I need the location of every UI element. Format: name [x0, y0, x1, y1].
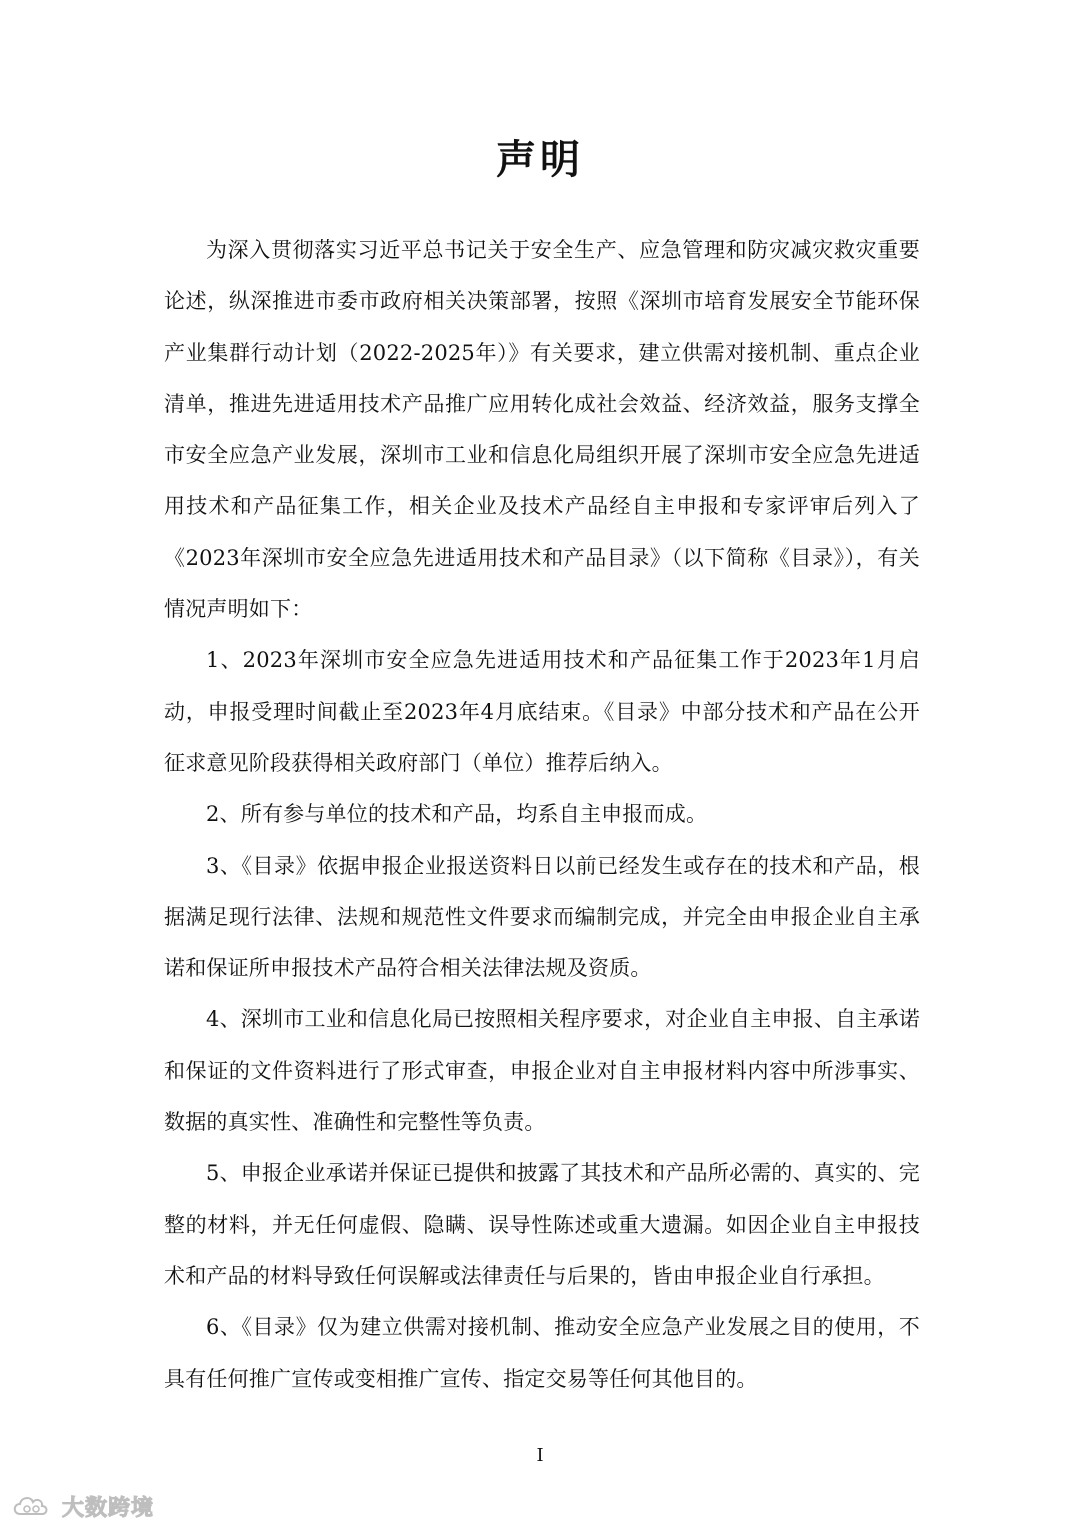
paragraph-item-5: 5、申报企业承诺并保证已提供和披露了其技术和产品所必需的、真实的、完整的材料，并无任何虚假、隐瞒、误导性陈述或重大遗漏。如因企业自主申报技术和产品的材料导致任何误解或法律责任与后果的，皆由申报企业自行承担。: [164, 1161, 920, 1288]
paragraph-item-4: 4、深圳市工业和信息化局已按照相关程序要求，对企业自主申报、自主承诺和保证的文件资料进行了形式审查，申报企业对自主申报材料内容中所涉事实、数据的真实性、准确性和完整性等负责。: [164, 1007, 920, 1135]
watermark: [10, 1490, 154, 1522]
page-number: I: [536, 1445, 544, 1466]
document-body: [164, 225, 920, 1405]
page-title: 声明: [496, 137, 584, 183]
paragraph-item-1: 1、2023年深圳市安全应急先进适用技术和产品征集工作于2023年1月启动，申报受理时间截止至2023年4月底结束。《目录》中部分技术和产品在公开征求意见阶段获得相关政府部门（单位）推荐后纳入。: [164, 648, 920, 775]
paragraph-item-2: 2、所有参与单位的技术和产品，均系自主申报而成。: [206, 802, 708, 827]
paragraph-intro: 为深入贯彻落实习近平总书记关于安全生产、应急管理和防灾减灾救灾重要论述，纵深推进市委市政府相关决策部署，按照《深圳市培育发展安全节能环保产业集群行动计划（2022-2025年）》有关要求，建立供需对接机制、重点企业清单，推进先进适用技术产品推广应用转化成社会效益、经济效益，服务支撑全市安全应急产业发展，深圳市工业和信息化局组织开展了深圳市安全应急先进适用技术和产品征集工作，相关企业及技术产品经自主申报和专家评审后列入了《2023年深圳市安全应急先进适用技术和产品目录》（以下简称《目录》），有关情况声明如下：: [164, 238, 920, 622]
paragraph-item-3: 3、《目录》依据申报企业报送资料日以前已经发生或存在的技术和产品，根据满足现行法律、法规和规范性文件要求而编制完成，并完全由申报企业自主承诺和保证所申报技术产品符合相关法律法规及资质。: [164, 853, 920, 981]
paragraph-item-6: 6、《目录》仅为建立供需对接机制、推动安全应急产业发展之目的使用，不具有任何推广宣传或变相推广宣传、指定交易等任何其他目的。: [164, 1315, 920, 1391]
cloud-logo-icon: [10, 1492, 56, 1520]
watermark-text: 大数跨境: [62, 1495, 155, 1521]
